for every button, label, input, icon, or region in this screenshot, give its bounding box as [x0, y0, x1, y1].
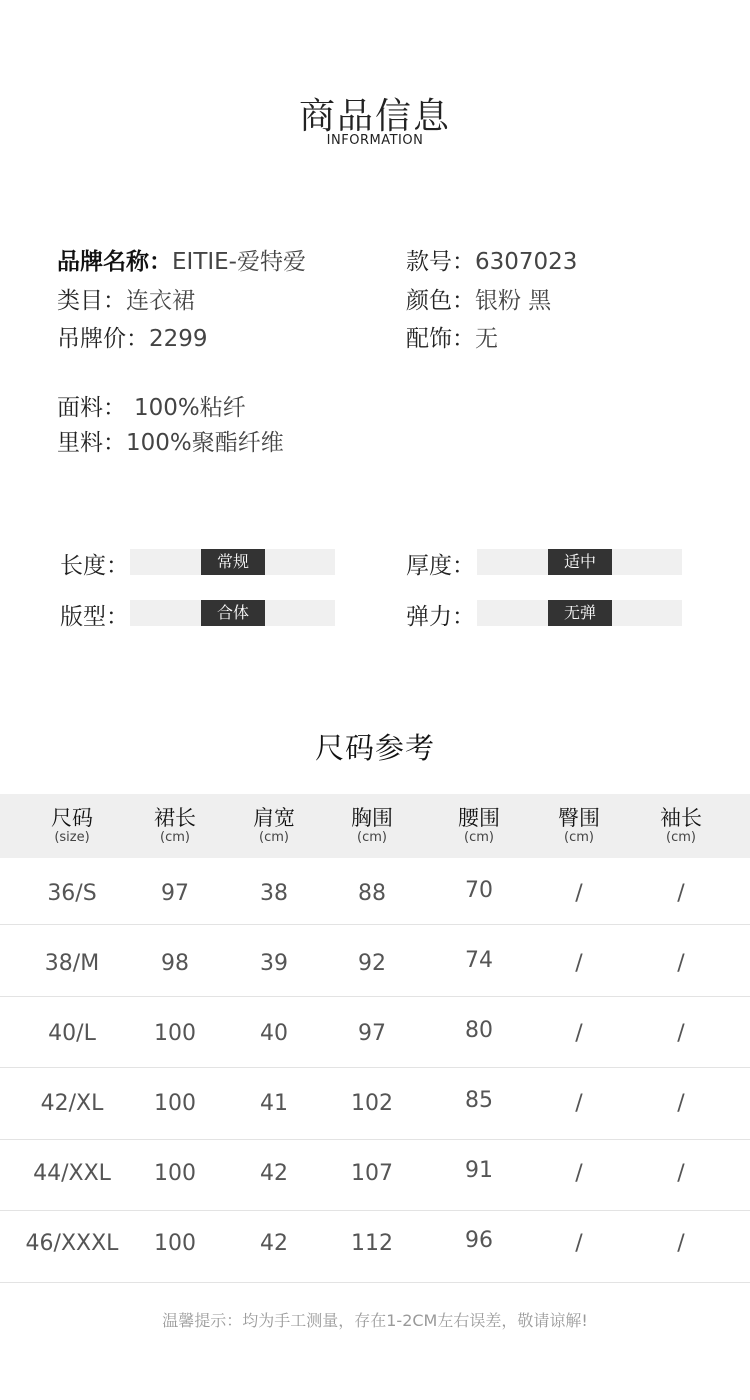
row-divider	[0, 1067, 750, 1068]
info-accessory	[406, 320, 498, 353]
header-label: 肩宽	[253, 806, 295, 830]
fit-indicator: 合体	[201, 600, 265, 626]
header-bust	[322, 806, 422, 846]
row-divider	[0, 924, 750, 925]
row-divider	[0, 1282, 750, 1283]
cell-waist: 96	[465, 1228, 493, 1253]
elasticity-scale	[477, 600, 682, 626]
cell-size: 46/XXXL	[25, 1231, 119, 1256]
cell-sleeve-length: /	[677, 1091, 685, 1116]
cell-waist: 80	[465, 1018, 493, 1043]
style-no-value: 6307023	[475, 249, 578, 275]
header-unit: (cm)	[564, 830, 594, 845]
header-shoulder-width	[224, 806, 324, 846]
color-value: 银粉 黑	[475, 288, 552, 314]
header-dress-length	[125, 806, 225, 846]
elasticity-label: 弹力：	[406, 604, 475, 630]
cell-hip: /	[575, 1161, 583, 1186]
accessory-label: 配饰：	[406, 326, 475, 352]
cell-hip: /	[575, 1091, 583, 1116]
cell-size: 44/XXL	[33, 1161, 111, 1186]
cell-shoulder-width: 40	[260, 1021, 288, 1046]
length-label: 长度：	[60, 553, 129, 579]
cell-dress-length: 97	[161, 881, 189, 906]
thickness-scale	[477, 549, 682, 575]
length-scale	[130, 549, 335, 575]
cell-bust: 102	[351, 1091, 393, 1116]
category-value: 连衣裙	[126, 288, 195, 314]
cell-hip: /	[575, 881, 583, 906]
header-unit: (cm)	[259, 830, 289, 845]
info-fabric	[57, 389, 246, 422]
category-label: 类目：	[57, 288, 126, 314]
cell-hip: /	[575, 1231, 583, 1256]
header-hip	[529, 806, 629, 846]
brand-label: 品牌名称：	[57, 249, 172, 275]
header-label: 袖长	[660, 806, 702, 830]
header-unit: (cm)	[357, 830, 387, 845]
cell-bust: 97	[358, 1021, 386, 1046]
row-divider	[0, 996, 750, 997]
header-unit: (cm)	[666, 830, 696, 845]
section-subtitle: INFORMATION	[326, 133, 424, 148]
cell-dress-length: 100	[154, 1021, 196, 1046]
cell-size: 36/S	[47, 881, 97, 906]
header-label: 臀围	[558, 806, 600, 830]
header-unit: (cm)	[160, 830, 190, 845]
cell-dress-length: 100	[154, 1231, 196, 1256]
info-category	[57, 282, 195, 315]
cell-waist: 74	[465, 948, 493, 973]
cell-size: 42/XL	[40, 1091, 104, 1116]
cell-shoulder-width: 38	[260, 881, 288, 906]
header-label: 裙长	[154, 806, 196, 830]
cell-sleeve-length: /	[677, 1231, 685, 1256]
header-sleeve-length	[631, 806, 731, 846]
color-label: 颜色：	[406, 288, 475, 314]
thickness-label: 厚度：	[406, 553, 475, 579]
lining-label: 里料：	[57, 430, 126, 456]
fit-label: 版型：	[60, 604, 129, 630]
info-lining	[57, 424, 284, 457]
fit-scale	[130, 600, 335, 626]
lining-value: 100%聚酯纤维	[126, 430, 284, 456]
header-waist	[429, 806, 529, 846]
cell-shoulder-width: 42	[260, 1161, 288, 1186]
row-divider	[0, 1139, 750, 1140]
header-unit: (cm)	[464, 830, 494, 845]
cell-sleeve-length: /	[677, 881, 685, 906]
elasticity-indicator: 无弹	[548, 600, 612, 626]
cell-dress-length: 100	[154, 1161, 196, 1186]
cell-sleeve-length: /	[677, 1021, 685, 1046]
cell-shoulder-width: 42	[260, 1231, 288, 1256]
brand-value: EITIE-爱特爱	[172, 249, 306, 275]
cell-shoulder-width: 41	[260, 1091, 288, 1116]
cell-size: 40/L	[48, 1021, 96, 1046]
fabric-value: 100%粘纤	[134, 395, 246, 421]
cell-hip: /	[575, 1021, 583, 1046]
row-divider	[0, 1210, 750, 1211]
header-label: 胸围	[351, 806, 393, 830]
info-style-no	[406, 243, 577, 276]
header-size	[22, 806, 122, 846]
cell-sleeve-length: /	[677, 1161, 685, 1186]
header-unit: (size)	[54, 830, 90, 845]
fabric-label: 面料：	[57, 395, 126, 421]
cell-dress-length: 98	[161, 951, 189, 976]
measurement-note: 温馨提示：均为手工测量，存在1-2CM左右误差，敬请谅解!	[162, 1311, 588, 1330]
header-label: 尺码	[51, 806, 93, 830]
cell-dress-length: 100	[154, 1091, 196, 1116]
thickness-indicator: 适中	[548, 549, 612, 575]
cell-bust: 92	[358, 951, 386, 976]
cell-shoulder-width: 39	[260, 951, 288, 976]
cell-bust: 112	[351, 1231, 393, 1256]
price-label: 吊牌价：	[57, 326, 149, 352]
cell-waist: 70	[465, 878, 493, 903]
section-title: 商品信息	[298, 96, 451, 137]
cell-bust: 107	[351, 1161, 393, 1186]
cell-waist: 91	[465, 1158, 493, 1183]
cell-size: 38/M	[44, 951, 100, 976]
info-brand	[57, 243, 306, 276]
cell-sleeve-length: /	[677, 951, 685, 976]
info-price	[57, 320, 208, 353]
cell-hip: /	[575, 951, 583, 976]
cell-waist: 85	[465, 1088, 493, 1113]
size-chart-title: 尺码参考	[314, 731, 435, 765]
cell-bust: 88	[358, 881, 386, 906]
length-indicator: 常规	[201, 549, 265, 575]
accessory-value: 无	[475, 326, 498, 352]
info-color	[406, 282, 551, 315]
price-value: 2299	[149, 326, 208, 352]
style-no-label: 款号：	[406, 249, 475, 275]
header-label: 腰围	[458, 806, 500, 830]
